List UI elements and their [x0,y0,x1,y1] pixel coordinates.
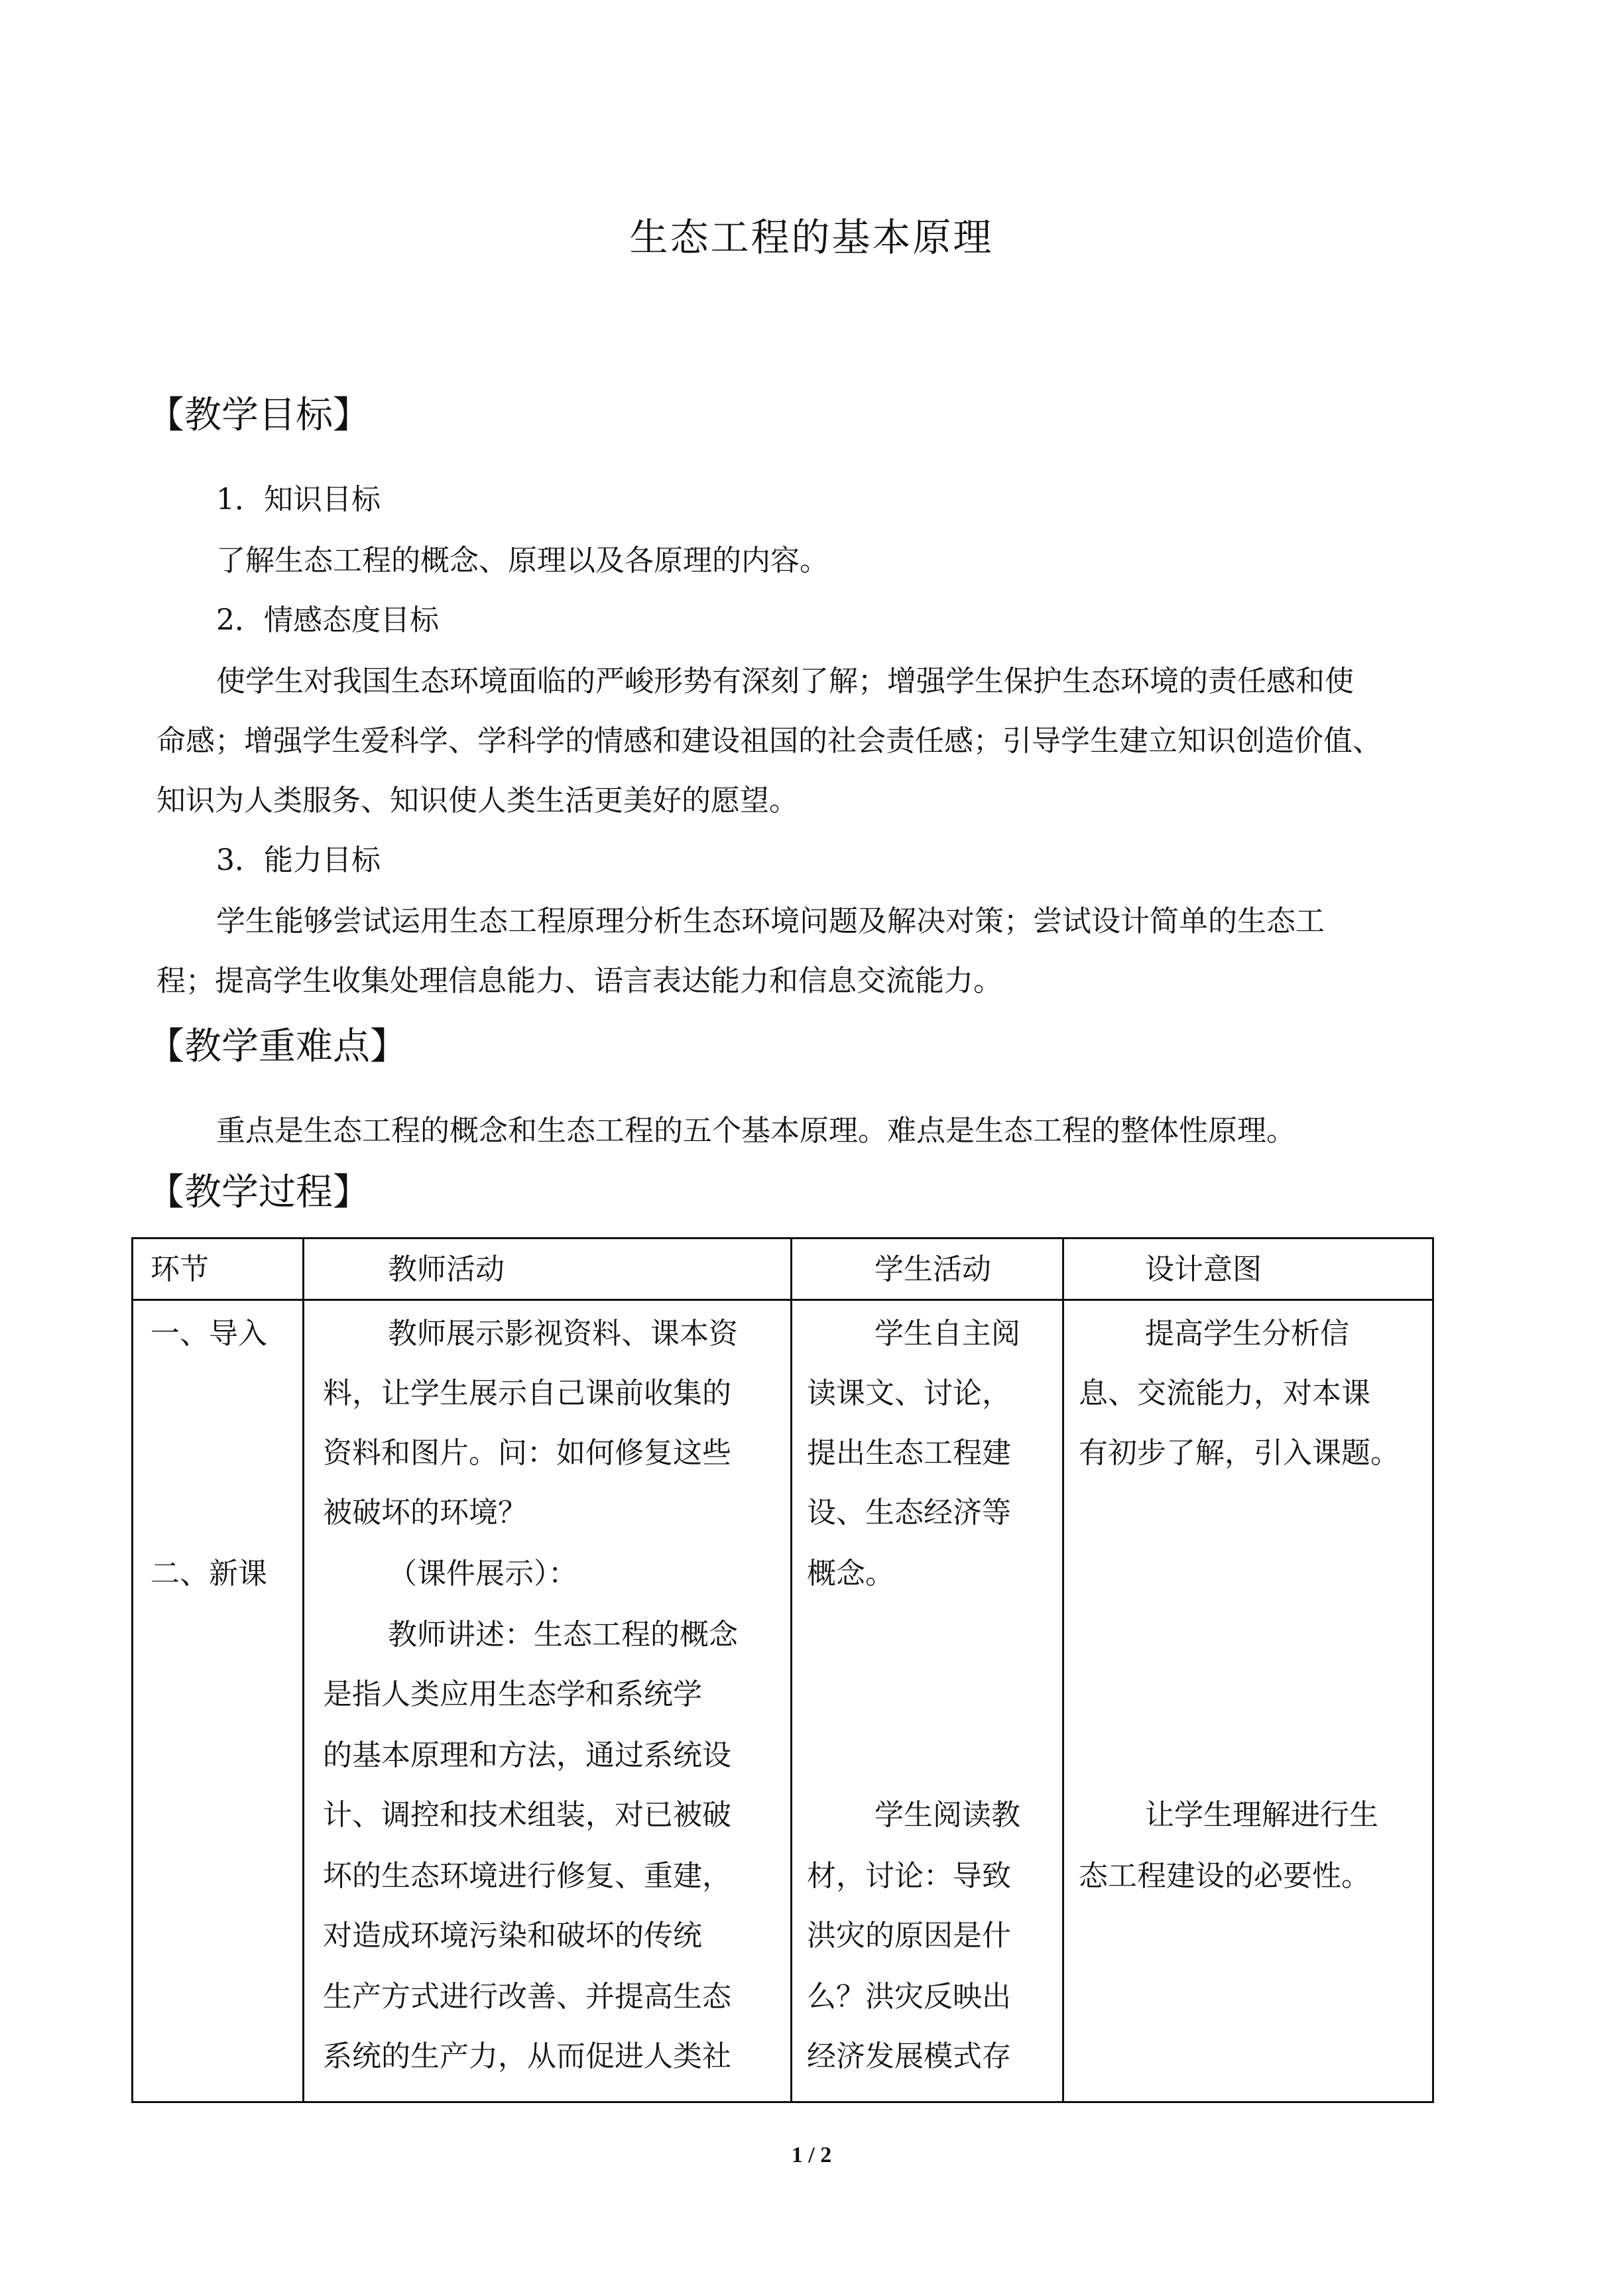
key-points-text: 重点是生态工程的概念和生态工程的五个基本原理。难点是生态工程的整体性原理。 [216,1114,1295,1148]
teacher-line: 是指人类应用生态学和系统学 [323,1677,702,1711]
student-line: 读课文、讨论， [807,1376,1011,1410]
teacher-activity-cell [304,1300,792,2102]
student-line: 学生阅读教 [874,1798,1020,1832]
objective-2-line: 命感；增强学生爱科学、学科学的情感和建设祖国的社会责任感；引导学生建立知识创造价值、 [156,724,1382,758]
objective-2-line: 使学生对我国生态环境面临的严峻形势有深刻了解；增强学生保护生态环境的责任感和使 [216,664,1354,698]
teacher-line: 教师讲述：生态工程的概念 [388,1618,738,1652]
header-design-intent: 设计意图 [1145,1252,1262,1286]
section-heading-process: 【教学过程】 [147,1171,370,1214]
teacher-line: 生产方式进行改善、并提高生态 [323,1980,731,2014]
objective-3-line: 程；提高学生收集处理信息能力、语言表达能力和信息交流能力。 [156,964,1002,998]
design-intent-cell [1063,1300,1433,2102]
teacher-line: 系统的生产力，从而促进人类社 [323,2039,731,2073]
header-student-activity: 学生活动 [874,1252,991,1286]
teacher-line: 的基本原理和方法，通过系统设 [323,1738,731,1772]
intent-line: 有初步了解，引入课题。 [1079,1436,1400,1470]
intent-line: 态工程建设的必要性。 [1079,1859,1370,1893]
document-title: 生态工程的基本原理 [629,215,994,260]
objective-2-line: 知识为人类服务、知识使人类生活更美好的愿望。 [156,784,798,817]
teacher-line: 计、调控和技术组装，对已被破 [323,1798,731,1832]
student-line: 洪灾的原因是什 [807,1919,1011,1953]
table-header-cell [1063,1239,1433,1300]
teacher-line: 被破坏的环境？ [323,1496,527,1530]
table-header-cell [304,1239,792,1300]
student-line: 概念。 [807,1557,894,1591]
intent-line: 提高学生分析信 [1145,1317,1349,1351]
objective-1-title: 1．知识目标 [216,483,381,516]
section-heading-objectives: 【教学目标】 [147,394,370,437]
stage-label: 二、新课 [150,1557,267,1591]
objective-1-text: 了解生态工程的概念、原理以及各原理的内容。 [216,544,829,577]
table-header-row [133,1239,1433,1300]
teacher-line: 坏的生态环境进行修复、重建， [323,1859,731,1893]
intent-line: 让学生理解进行生 [1145,1798,1378,1832]
student-line: 材，讨论：导致 [807,1859,1011,1893]
student-line: 经济发展模式存 [807,2039,1011,2073]
student-line: 提出生态工程建 [807,1436,1011,1470]
header-teacher-activity: 教师活动 [388,1252,505,1286]
student-line: 设、生态经济等 [807,1496,1011,1530]
stage-cell [133,1300,304,2102]
teacher-line: （课件展示）： [388,1557,577,1591]
student-line: 学生自主阅 [874,1317,1020,1351]
student-activity-cell [792,1300,1063,2102]
header-stage: 环节 [150,1252,209,1286]
table-header-cell [133,1239,304,1300]
teacher-line: 教师展示影视资料、课本资 [388,1317,738,1351]
teacher-line: 资料和图片。问：如何修复这些 [323,1436,731,1470]
objective-3-line: 学生能够尝试运用生态工程原理分析生态环境问题及解决对策；尝试设计简单的生态工 [216,904,1325,938]
student-line: 么？洪灾反映出 [807,1980,1011,2014]
objective-3-title: 3．能力目标 [216,843,381,877]
teacher-line: 对造成环境污染和破坏的传统 [323,1919,702,1953]
intent-line: 息、交流能力，对本课 [1079,1376,1370,1410]
table-row [133,1300,1433,2102]
teacher-line: 料，让学生展示自己课前收集的 [323,1376,731,1410]
page-number: 1 / 2 [791,2143,832,2167]
stage-label: 一、导入 [150,1317,267,1351]
table-header-cell [792,1239,1063,1300]
objective-2-title: 2．情感态度目标 [216,603,439,637]
lesson-process-table [131,1237,1434,2103]
section-heading-key-points: 【教学重难点】 [147,1025,407,1068]
